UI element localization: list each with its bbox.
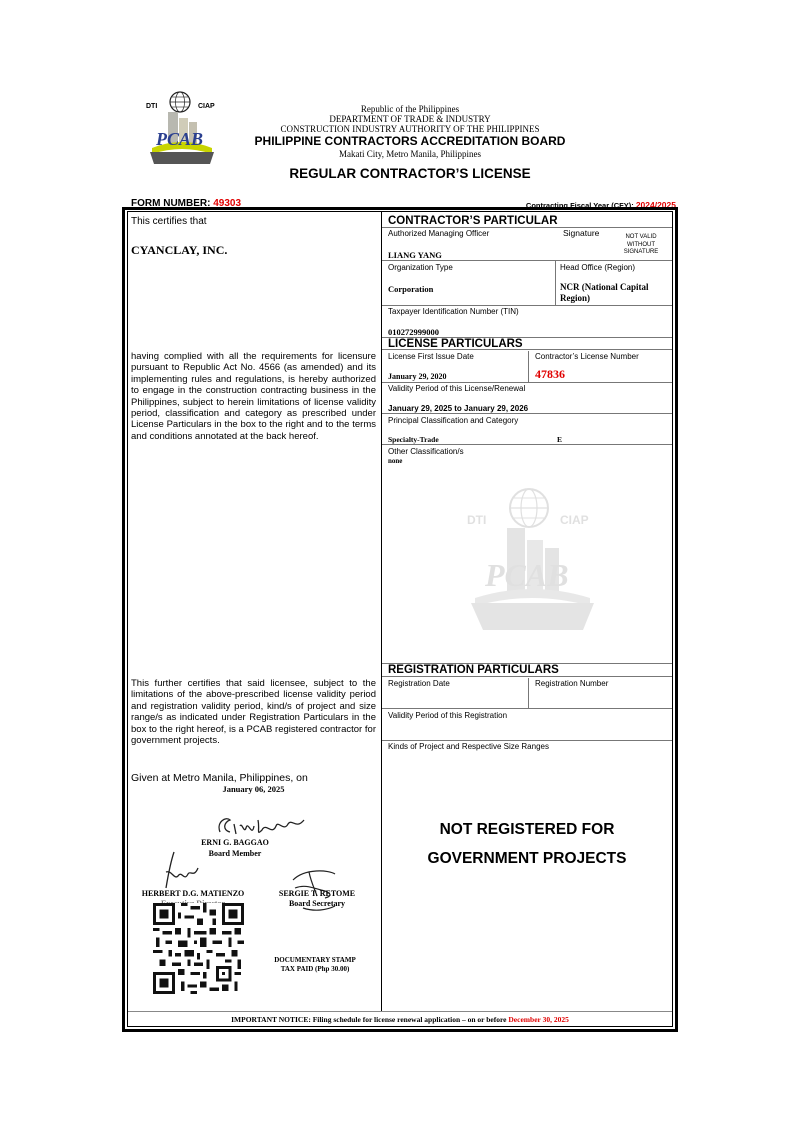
document-title: REGULAR CONTRACTOR’S LICENSE <box>289 166 531 181</box>
signatory-title-baggao: Board Member <box>208 849 262 858</box>
stamp-line-2: TAX PAID (Php 30.00) <box>280 965 350 973</box>
officer-value: LIANG YANG <box>388 250 442 260</box>
documentary-stamp <box>262 956 368 974</box>
given-date: January 06, 2025 <box>222 784 285 794</box>
signatory-name-baggao: ERNI G. BAGGAO <box>201 838 269 847</box>
svg-text:PCAB: PCAB <box>485 557 569 593</box>
head-office-value: NCR (National Capital Region) <box>560 282 649 303</box>
officer-label: Authorized Managing Officer <box>388 229 490 238</box>
registration-status-line-1: NOT REGISTERED FOR <box>439 821 615 838</box>
divider <box>382 305 672 306</box>
principal-category: E <box>557 435 563 444</box>
svg-text:CIAP: CIAP <box>198 103 215 110</box>
divider <box>382 382 672 383</box>
company-name: CYANCLAY, INC. <box>131 243 228 257</box>
header-republic: Republic of the Philippines <box>360 104 460 114</box>
given-at-text: Given at Metro Manila, Philippines, on <box>131 772 308 784</box>
tin-value: 010272999000 <box>388 327 439 337</box>
principal-classification: Specialty-Trade <box>388 435 439 444</box>
divider <box>382 740 672 741</box>
important-notice <box>128 1015 672 1024</box>
divider <box>528 351 529 382</box>
registration-status-line-2: GOVERNMENT PROJECTS <box>427 850 627 867</box>
other-classification-label: Other Classification/s <box>388 447 464 456</box>
column-divider <box>381 212 382 1011</box>
notice-divider <box>128 1011 672 1012</box>
head-office-label: Head Office (Region) <box>560 263 635 272</box>
signature-note: NOT VALID WITHOUT SIGNATURE <box>623 234 659 255</box>
divider <box>382 708 672 709</box>
header-location: Makati City, Metro Manila, Philippines <box>339 149 481 159</box>
org-type-label: Organization Type <box>388 263 453 272</box>
header-department: DEPARTMENT OF TRADE & INDUSTRY <box>329 114 491 124</box>
registration-particulars-heading: REGISTRATION PARTICULARS <box>382 663 672 677</box>
signature-matienzo-icon <box>158 850 208 892</box>
form-number-label: FORM NUMBER: <box>131 198 214 209</box>
validity-label: Validity Period of this License/Renewal <box>388 384 526 393</box>
kinds-of-project-label: Kinds of Project and Respective Size Ranges <box>388 742 549 751</box>
certifies-text: This certifies that <box>131 216 207 227</box>
divider <box>382 413 672 414</box>
svg-text:PCAB: PCAB <box>156 129 204 149</box>
org-type-value: Corporation <box>388 284 434 294</box>
tin-label: Taxpayer Identification Number (TIN) <box>388 307 519 316</box>
licensure-paragraph: having complied with all the requirements for licensure pursuant to Republic Act No. 4566 (as amended) and its implementing rules and regulations, is hereby authorized to engage in the construction contracting business in the Philippines, subject to herein limitations of license validity period, classification and category as prescribed under License Particulars in the box to the right and to the terms and conditions annotated at the back hereof. <box>131 351 376 442</box>
divider <box>555 261 556 305</box>
pcab-watermark-icon <box>465 488 600 633</box>
license-number-label: Contractor’s License Number <box>535 352 639 361</box>
signature-label: Signature <box>563 228 600 238</box>
contractor-particular-heading: CONTRACTOR’S PARTICULAR <box>382 215 672 228</box>
license-number-value: 47836 <box>535 367 565 381</box>
signatory-name-retome: SERGIE T. RETOME <box>278 889 356 898</box>
header-board: PHILIPPINE CONTRACTORS ACCREDITATION BOARD <box>254 134 566 148</box>
svg-text:DTI: DTI <box>467 513 487 527</box>
signatory-name-matienzo: HERBERT D.G. MATIENZO <box>141 889 245 898</box>
renewal-deadline: December 30, 2025 <box>508 1015 569 1024</box>
divider <box>382 444 672 445</box>
registration-number-label: Registration Number <box>535 679 609 688</box>
header-authority: CONSTRUCTION INDUSTRY AUTHORITY OF THE PHILIPPINES <box>280 124 540 134</box>
license-particulars-heading: LICENSE PARTICULARS <box>382 337 672 350</box>
stamp-line-1: DOCUMENTARY STAMP <box>274 956 356 964</box>
qr-code-icon[interactable] <box>153 903 244 994</box>
principal-label: Principal Classification and Category <box>388 416 519 425</box>
first-issue-value: January 29, 2020 <box>388 372 447 381</box>
validity-value: January 29, 2025 to January 29, 2026 <box>388 404 529 413</box>
svg-text:DTI: DTI <box>146 103 158 110</box>
divider <box>382 260 672 261</box>
cfy-value: 2024/2025 <box>635 200 676 210</box>
svg-text:CIAP: CIAP <box>560 513 589 527</box>
form-number-value: 49303 <box>213 198 242 209</box>
signatory-title-retome: Board Secretary <box>288 899 346 908</box>
first-issue-label: License First Issue Date <box>388 352 474 361</box>
registration-paragraph: This further certifies that said licensee, subject to the limitations of the above-prescribed license validity period and registration validity period, kind/s of project and size range/s as indicated under Registration Particulars in the box to the right hereof, is a PCAB registered contractor for government projects. <box>131 678 376 747</box>
notice-text: IMPORTANT NOTICE: Filing schedule for license renewal application – on or before <box>231 1015 509 1024</box>
other-classification-value: none <box>388 457 403 465</box>
registration-validity-label: Validity Period of this Registration <box>388 711 508 720</box>
divider <box>528 678 529 708</box>
registration-date-label: Registration Date <box>388 679 450 688</box>
registration-status <box>382 815 672 873</box>
signature-baggao-icon <box>212 812 312 840</box>
cfy-label: Contracting Fiscal Year (CFY): <box>525 201 636 210</box>
